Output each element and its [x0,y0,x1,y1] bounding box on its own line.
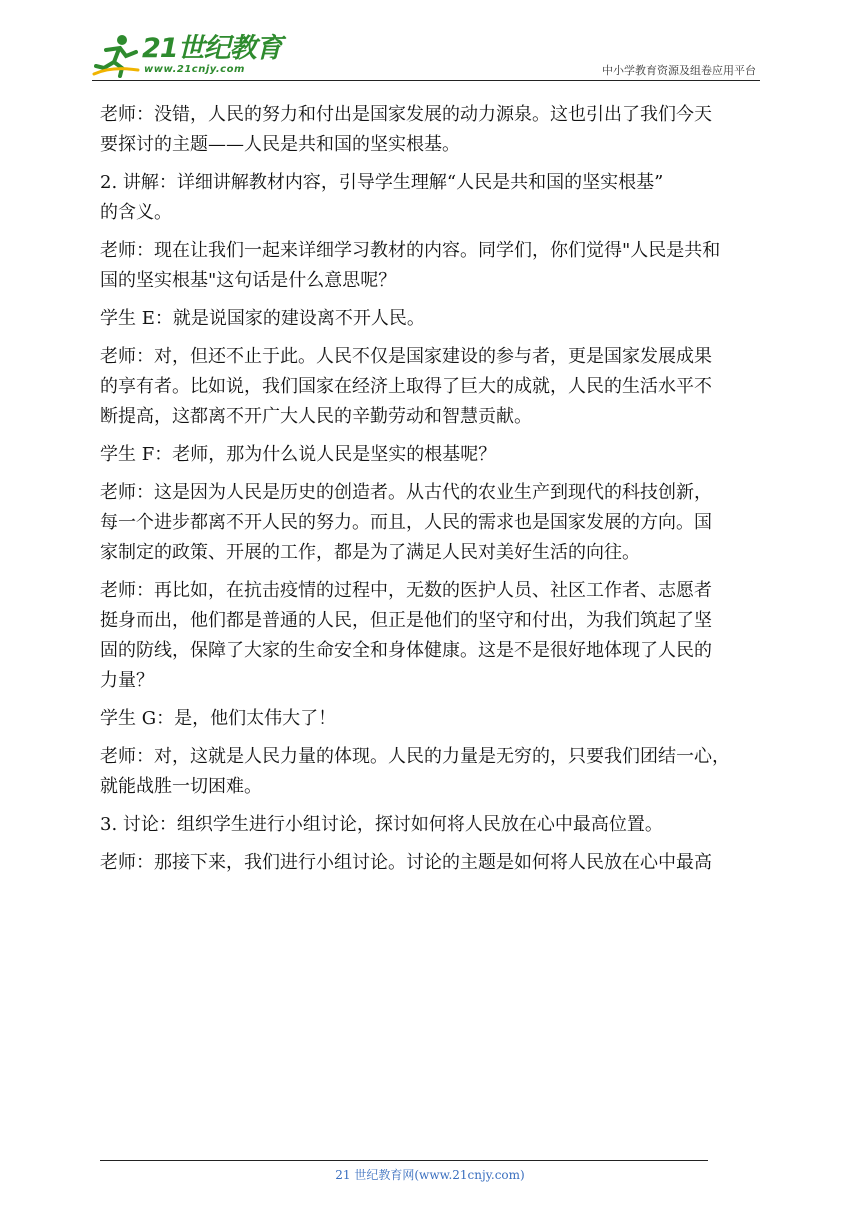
text-line: 要探讨的主题——人民是共和国的坚实根基。 [100,134,460,155]
footer-link[interactable]: 21 世纪教育网(www.21cnjy.com) [335,1168,525,1182]
text-line: 老师：那接下来，我们进行小组讨论。讨论的主题是如何将人民放在心中最高 [100,852,712,873]
paragraph [100,342,768,432]
paragraph [100,742,768,802]
footer-divider [100,1160,708,1161]
text-line: 老师：对，但还不止于此。人民不仅是国家建设的参与者，更是国家发展成果 [100,346,712,367]
text-line: 就能战胜一切困难。 [100,776,262,797]
text-line: 家制定的政策、开展的工作，都是为了满足人民对美好生活的向往。 [100,542,640,563]
text-line: 国的坚实根基"这句话是什么意思呢？ [100,270,397,291]
document-body [100,100,768,878]
paragraph [100,704,768,734]
text-line: 2. 讲解：详细讲解教材内容，引导学生理解“人民是共和国的坚实根基” [100,172,664,193]
paragraph [100,478,768,568]
site-logo[interactable] [92,32,282,80]
platform-tagline: 中小学教育资源及组卷应用平台 [602,64,756,77]
running-figure-icon [92,32,142,78]
logo-url: www.21cnjy.com [144,64,245,75]
text-line: 力量？ [100,670,154,691]
text-line: 断提高，这都离不开广大人民的辛勤劳动和智慧贡献。 [100,406,532,427]
logo-text: 21世纪教育 [142,33,282,64]
text-line: 固的防线，保障了大家的生命安全和身体健康。这是不是很好地体现了人民的 [100,640,712,661]
text-line: 学生 E：就是说国家的建设离不开人民。 [100,308,425,329]
text-line: 老师：这是因为人民是历史的创造者。从古代的农业生产到现代的科技创新， [100,482,712,503]
text-line: 学生 F：老师，那为什么说人民是坚实的根基呢？ [100,444,497,465]
text-line: 老师：对，这就是人民力量的体现。人民的力量是无穷的，只要我们团结一心， [100,746,730,767]
text-line: 老师：没错，人民的努力和付出是国家发展的动力源泉。这也引出了我们今天 [100,104,712,125]
text-line: 3. 讨论：组织学生进行小组讨论，探讨如何将人民放在心中最高位置。 [100,814,663,835]
text-line: 的含义。 [100,202,172,223]
paragraph [100,576,768,696]
text-line: 学生 G：是，他们太伟大了！ [100,708,337,729]
paragraph [100,100,768,160]
paragraph [100,168,768,228]
text-line: 老师：再比如，在抗击疫情的过程中，无数的医护人员、社区工作者、志愿者 [100,580,712,601]
paragraph [100,304,768,334]
paragraph [100,848,768,878]
text-line: 挺身而出，他们都是普通的人民，但正是他们的坚守和付出，为我们筑起了坚 [100,610,712,631]
header-divider [92,80,760,81]
text-line: 老师：现在让我们一起来详细学习教材的内容。同学们，你们觉得"人民是共和 [100,240,721,261]
text-line: 的享有者。比如说，我们国家在经济上取得了巨大的成就，人民的生活水平不 [100,376,712,397]
paragraph [100,810,768,840]
page-header [0,0,860,84]
paragraph [100,440,768,470]
text-line: 每一个进步都离不开人民的努力。而且，人民的需求也是国家发展的方向。国 [100,512,712,533]
paragraph [100,236,768,296]
